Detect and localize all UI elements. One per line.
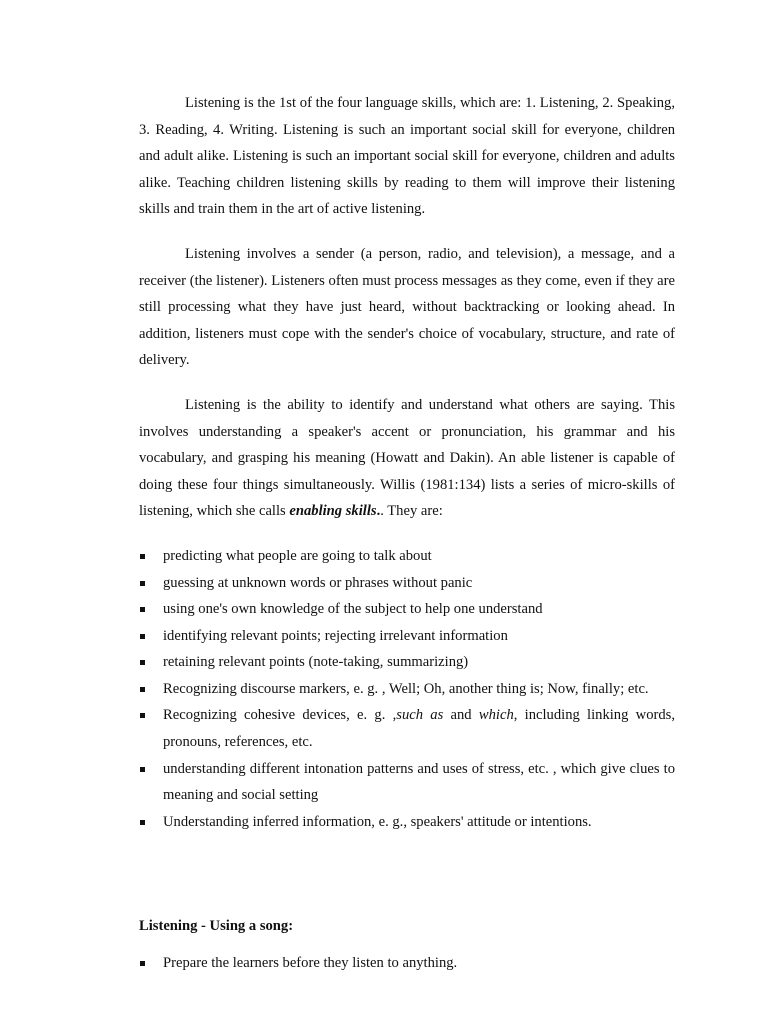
list-item: Prepare the learners before they listen to anything. — [139, 950, 675, 977]
list-item: Understanding inferred information, e. g., speakers' attitude or intentions. — [139, 809, 675, 836]
section-heading-using-a-song: Listening - Using a song: — [139, 918, 294, 935]
paragraph-text-end: . They are: — [380, 503, 443, 520]
item-text: Recognizing cohesive devices, e. g. , — [163, 707, 397, 724]
song-steps-list — [139, 950, 675, 977]
list-item: using one's own knowledge of the subject to help one understand — [139, 596, 675, 623]
paragraph-listening-intro: Listening is the 1st of the four language skills, which are: 1. Listening, 2. Speaking, 3. Reading, 4. Writing. Listening is such an important social skill for everyone, children and adult alike. Listening is such an important social skill for everyone, children and adults alike. Teaching children listening skills by reading to them will improve their listening skills and train them in the art of active listening. — [139, 95, 675, 218]
item-text: , including linking words, pronouns, references, etc. — [163, 707, 675, 751]
item-text: and — [443, 707, 479, 724]
paragraph-listening-process: Listening involves a sender (a person, radio, and television), a message, and a receiver (the listener). Listeners often must process messages as they come, even if they are still processing what they have just heard, without backtracking or looking ahead. In addition, listeners must cope with the sender's choice of vocabulary, structure, and rate of delivery. — [139, 245, 675, 369]
list-item: Recognizing discourse markers, e. g. , Well; Oh, another thing is; Now, finally; etc. — [139, 676, 675, 703]
micro-skills-list — [139, 543, 675, 836]
list-item — [139, 702, 675, 755]
term-which: which — [478, 707, 514, 724]
list-item: guessing at unknown words or phrases without panic — [139, 570, 675, 597]
document-body — [139, 90, 675, 977]
list-item: understanding different intonation patterns and uses of stress, etc. , which give clues to meaning and social setting — [139, 756, 675, 809]
paragraph-listening-ability: Listening is the ability to identify and understand what others are saying. This involves understanding a speaker's accent or pronunciation, his grammar and his vocabulary, and grasping his meaning (Howatt and Dakin). An able listener is capable of doing these four things simultaneously. Willis (1981:134) lists a series of micro-skills of listening, which she calls enabling skills.. They are: — [139, 396, 675, 520]
term-such-as: such as — [396, 707, 444, 724]
list-item: retaining relevant points (note-taking, summarizing) — [139, 649, 675, 676]
list-item: identifying relevant points; rejecting irrelevant information — [139, 623, 675, 650]
paragraph-text: Listening is the ability to identify and understand what others are saying. This involves understanding a speaker's accent or pronunciation, his grammar and his vocabulary, and grasping his meaning (Howatt and Dakin). An able listener is capable of doing these four things simultaneously. Willis (1981:134) lists a series of micro-skills of listening, which she calls — [139, 396, 675, 520]
list-item: predicting what people are going to talk about — [139, 543, 675, 570]
enabling-skills-term: enabling skills — [289, 503, 377, 520]
